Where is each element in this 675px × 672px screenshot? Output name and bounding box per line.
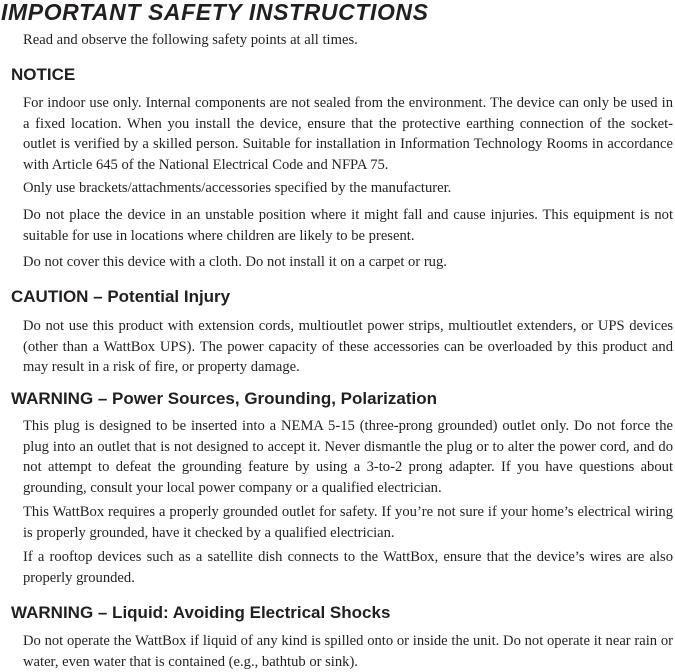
power-paragraph-2: This WattBox requires a properly grounded outlet for safety. If you’re not sure if your home’s electrical wiring is properly grounded, have it checked by a qualified electrician.	[23, 504, 673, 541]
power-paragraph-3: If a rooftop devices such as a satellite dish connects to the WattBox, ensure that the device’s wires are also properly grounded.	[23, 549, 673, 586]
notice-paragraph-2: Only use brackets/attachments/accessories specified by the manufacturer.	[23, 180, 452, 196]
notice-paragraph-4: Do not cover this device with a cloth. Do not install it on a carpet or rug.	[23, 254, 447, 270]
liquid-paragraph-1: Do not operate the WattBox if liquid of any kind is spilled onto or inside the unit. Do not operate it near rain or water, even water that is contained (e.g., bathtub or sink).	[23, 633, 673, 670]
notice-paragraph-3: Do not place the device in an unstable position where it might fall and cause injuries. This equipment is not suitable for use in locations where children are likely to be present.	[23, 207, 673, 244]
section-heading-caution: CAUTION – Potential Injury	[11, 287, 231, 306]
intro-text: Read and observe the following safety points at all times.	[23, 32, 358, 48]
page-title: IMPORTANT SAFETY INSTRUCTIONS	[1, 0, 429, 25]
power-paragraph-1: This plug is designed to be inserted into a NEMA 5-15 (three-prong grounded) outlet only. Do not force the plug into an outlet that is not designed to accept it. Never dismantle the plug or to alter the power cord, and do not attempt to defeat the grounding feature by using a 3-to-2 prong adapter. If you have questions about grounding, consult your local power company or a qualified electrician.	[23, 418, 673, 496]
section-heading-notice: NOTICE	[11, 65, 76, 84]
section-heading-liquid: WARNING – Liquid: Avoiding Electrical Shocks	[11, 603, 391, 622]
caution-paragraph-1: Do not use this product with extension cords, multioutlet power strips, multioutlet extenders, or UPS devices (other than a WattBox UPS). The power capacity of these accessories can be overloaded by this product and may result in a risk of fire, or property damage.	[23, 318, 673, 375]
notice-paragraph-1: For indoor use only. Internal components are not sealed from the environment. The device can only be used in a fixed location. When you install the device, ensure that the protective earthing connection of the socket-outlet is verified by a skilled person. Suitable for installation in Information Technology Rooms in accordance with Article 645 of the National Electrical Code and NFPA 75.	[23, 95, 673, 173]
section-heading-power-sources: WARNING – Power Sources, Grounding, Polarization	[11, 389, 437, 408]
